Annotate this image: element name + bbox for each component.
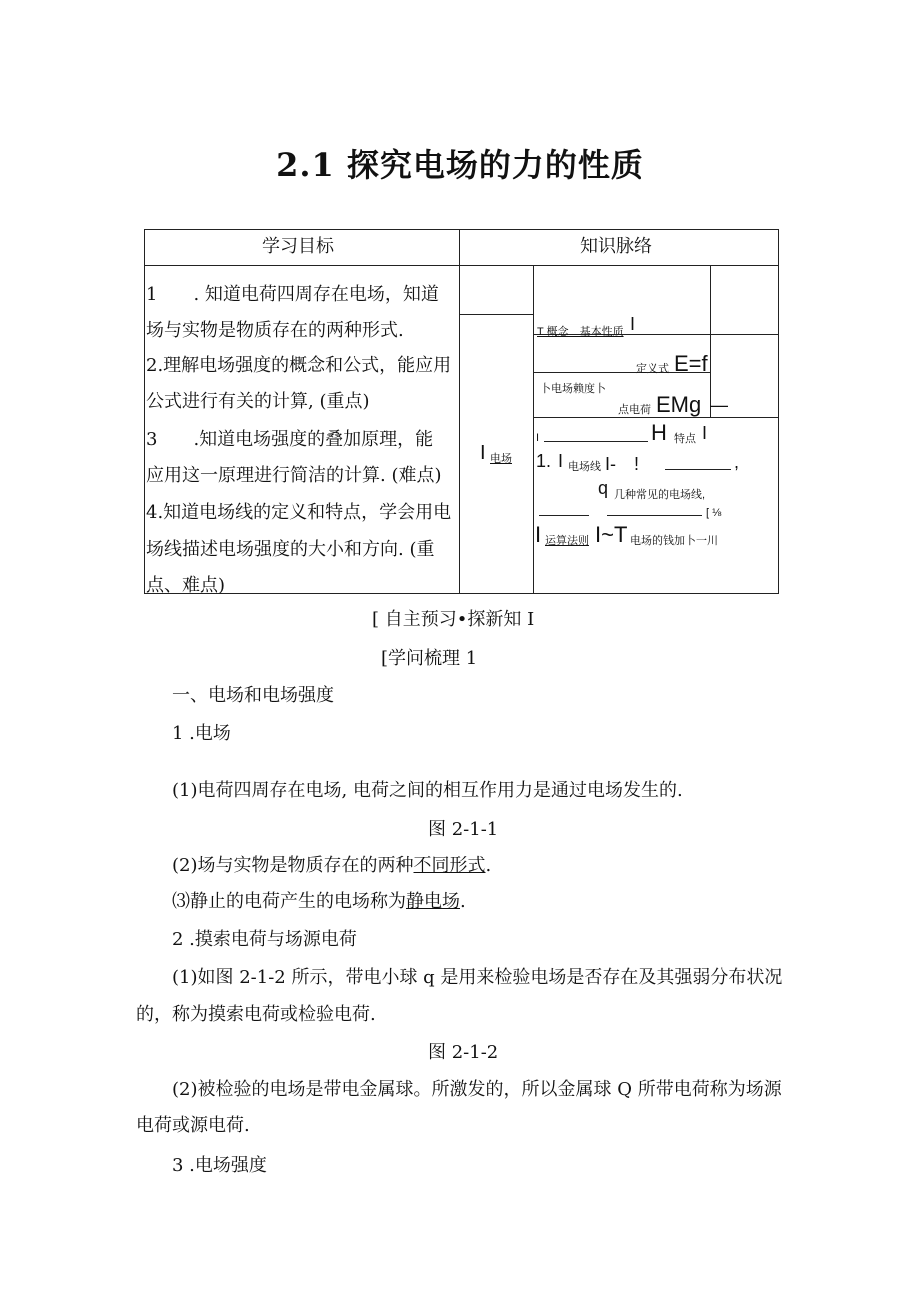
section-mark-sort: [学问梳理 1: [381, 648, 478, 669]
underlined-term: 不同形式: [413, 855, 486, 876]
goal-line: 2.理解电场强度的概念和公式，能应用: [146, 355, 452, 376]
goal-line: 3 .知道电场强度的叠加原理，能: [146, 429, 434, 450]
map-common-q: q: [598, 478, 609, 498]
underlined-term: 静电场: [406, 891, 460, 912]
map-def-formula: E=f: [674, 351, 708, 376]
map-features-h: H: [651, 420, 667, 445]
map-features-end: I: [702, 423, 708, 443]
subheading-electric-field: 1 .电场: [172, 723, 231, 744]
map-line-bar: I: [558, 451, 564, 471]
goal-line: 1 . 知道电荷四周存在电场，知道: [146, 284, 439, 305]
figure-caption: 图 2-1-2: [428, 1042, 499, 1063]
goal-line: 公式进行有关的计算, (重点): [146, 391, 370, 412]
section-mark-preview: [ 自主预习•探新知 I: [372, 609, 535, 630]
paragraph: (2)场与实物是物质存在的两种不同形式.: [172, 855, 492, 876]
paragraph: (2)被检验的电场是带电金属球。所激发的，所以金属球 Q 所带电荷称为场源: [172, 1079, 782, 1100]
map-concept-bar: I: [630, 314, 636, 334]
goal-line: 场与实物是物质存在的两种形式.: [146, 320, 404, 341]
goal-line: 应用这一原理进行简洁的计算. (难点): [146, 465, 442, 486]
header-learning-goals: 学习目标: [262, 236, 334, 257]
map-line-sym: I- !: [605, 454, 639, 474]
goal-line: 4.知道电场线的定义和特点，学会用电: [146, 502, 452, 523]
goal-line: 场线描述电场强度的大小和方向. (重: [146, 539, 435, 560]
map-point-label: 点电荷: [618, 404, 651, 416]
paragraph: (1)如图 2-1-2 所示，带电小球 q 是用来检验电场是否存在及其强弱分布状况: [172, 967, 783, 988]
map-point-formula: EMg: [656, 392, 702, 417]
heading-section-1: 一、电场和电场强度: [172, 685, 334, 706]
map-ops-label: 运算法则: [545, 535, 589, 547]
header-knowledge-map: 知识脉络: [580, 236, 652, 257]
map-common-tail: [ ⅛: [706, 507, 722, 519]
map-root: 电场: [490, 453, 512, 465]
map-field-strength: 卜电场赖度卜: [540, 383, 606, 395]
map-line-label: 电场线: [568, 461, 601, 473]
map-point-dash: —: [710, 395, 728, 415]
subheading-field-strength: 3 .电场强度: [172, 1155, 267, 1176]
page-title: 2.1 探究电场的力的性质: [276, 146, 644, 184]
map-ops-sym: I~T: [595, 522, 628, 547]
paragraph: ⑶静止的电荷产生的电场称为静电场.: [172, 891, 466, 912]
map-line-prefix: 1.: [536, 451, 552, 471]
map-ops-text: 电场的钱加卜一川: [630, 535, 718, 547]
map-ops-bar: I: [535, 522, 542, 547]
map-concept: T 概念 基本性质: [537, 326, 624, 338]
map-root-bar: I: [480, 442, 486, 464]
figure-caption: 图 2-1-1: [428, 819, 499, 840]
map-features-label: 特点: [674, 433, 696, 445]
map-common-label: 几种常见的电场线,: [614, 489, 706, 501]
map-features-i: I: [536, 432, 540, 444]
goal-line: 点、难点): [146, 575, 226, 596]
paragraph: (1)电荷四周存在电场, 电荷之间的相互作用力是通过电场发生的.: [172, 780, 683, 801]
paragraph-continuation: 的，称为摸索电荷或检验电荷.: [136, 1004, 376, 1025]
map-line-end: ,: [734, 452, 740, 472]
subheading-test-charge: 2 .摸索电荷与场源电荷: [172, 929, 357, 950]
map-def-label: 定义式: [636, 363, 669, 375]
paragraph-continuation: 电荷或源电荷.: [136, 1115, 250, 1136]
